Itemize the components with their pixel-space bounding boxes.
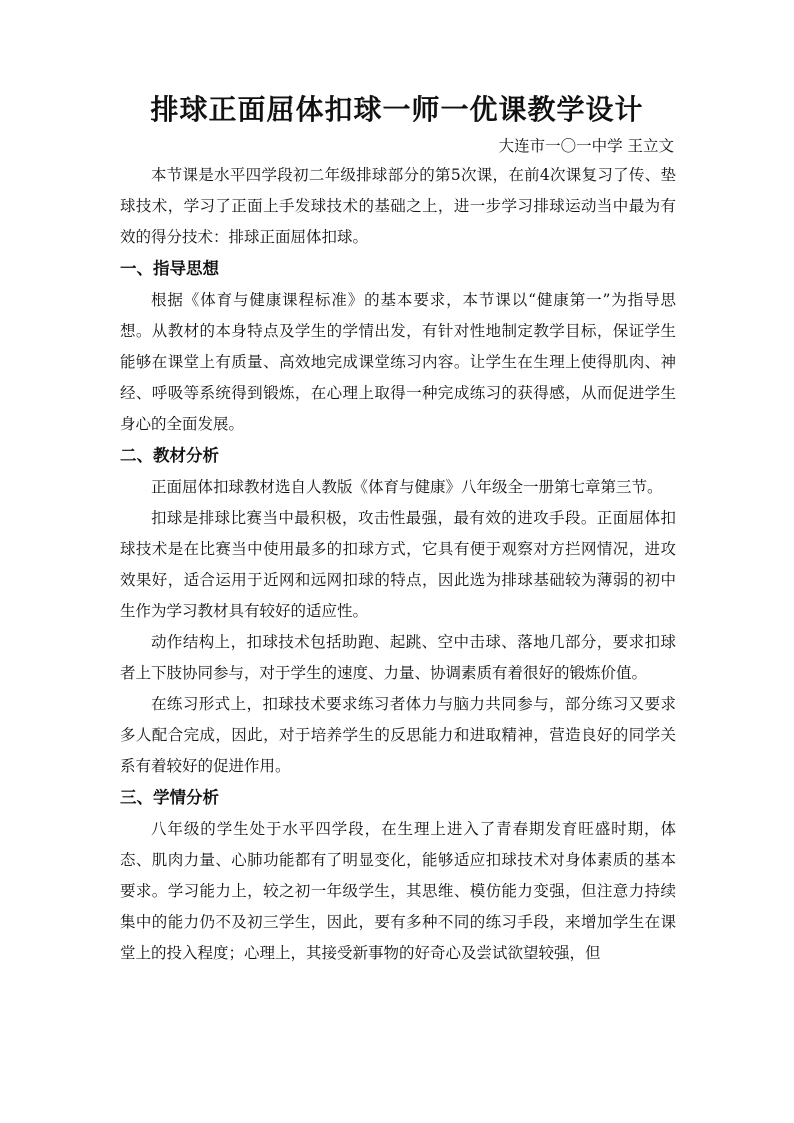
author-line: 大连市一〇一中学 王立文 [498, 137, 674, 155]
section-heading: 二、教材分析 [120, 446, 219, 465]
paragraph: 动作结构上，扣球技术包括助跑、起跳、空中击球、落地几部分，要求扣球者上下肢协同参与，对于学生的速度、力量、协调素质有着很好的锻炼价值。 [120, 633, 676, 682]
paragraph: 八年级的学生处于水平四学段，在生理上进入了青春期发育旺盛时期，体态、肌肉力量、心肺功能都有了明显变化，能够适应扣球技术对身体素质的基本要求。学习能力上，较之初一年级学生，其思维、模仿能力变强，但注意力持续集中的能力仍不及初三学生，因此，要有多种不同的练习手段，来增加学生在课堂上的投入程度；心理上，其接受新事物的好奇心及尝试欲望较强，但 [120, 820, 676, 962]
paragraph: 正面屈体扣球教材选自人教版《体育与健康》八年级全一册第七章第三节。 [151, 478, 663, 496]
document-body [120, 160, 676, 969]
document-title: 排球正面屈体扣球一师一优课教学设计 [150, 93, 644, 126]
paragraph: 在练习形式上，扣球技术要求练习者体力与脑力共同参与，部分练习又要求多人配合完成，因此，对于培养学生的反思能力和进取精神，营造良好的同学关系有着较好的促进作用。 [120, 695, 676, 775]
section-heading: 三、学情分析 [120, 788, 219, 807]
intro-paragraph: 本节课是水平四学段初二年级排球部分的第5次课，在前4次课复习了传、垫球技术，学习了正面上手发球技术的基础之上，进一步学习排球运动当中最为有效的得分技术：排球正面屈体扣球。 [120, 166, 676, 246]
section-heading: 一、指导思想 [120, 259, 219, 278]
paragraph: 扣球是排球比赛当中最积极，攻击性最强，最有效的进攻手段。正面屈体扣球技术是在比赛当中使用最多的扣球方式，它具有便于观察对方拦网情况，进攻效果好，适合运用于近网和远网扣球的特点，因此选为排球基础较为薄弱的初中生作为学习教材具有较好的适应性。 [120, 509, 676, 620]
paragraph: 根据《体育与健康课程标准》的基本要求，本节课以“健康第一”为指导思想。从教材的本身特点及学生的学情出发，有针对性地制定教学目标，保证学生能够在课堂上有质量、高效地完成课堂练习内容。让学生在生理上使得肌肉、神经、呼吸等系统得到锻炼，在心理上取得一种完成练习的获得感，从而促进学生身心的全面发展。 [120, 291, 676, 433]
